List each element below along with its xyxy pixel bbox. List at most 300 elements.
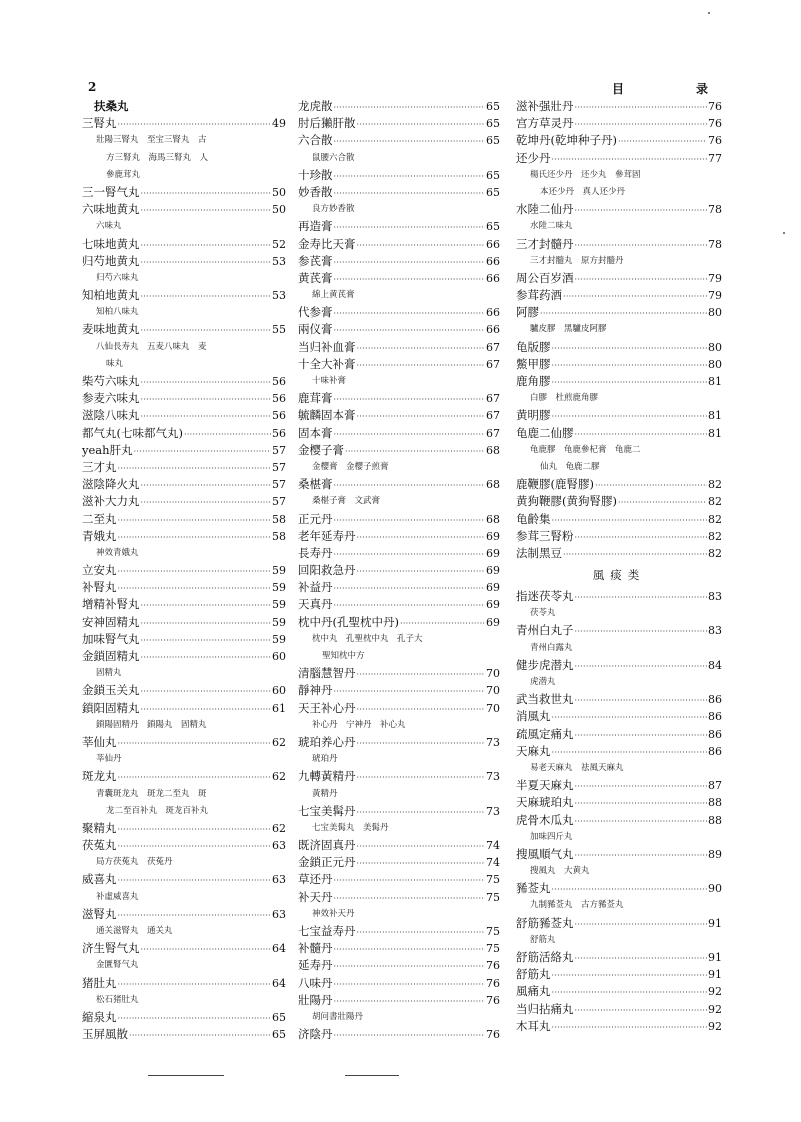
dot-leader — [334, 477, 486, 494]
toc-entry-page: 75 — [486, 942, 500, 956]
dot-leader — [141, 701, 272, 718]
toc-entry — [298, 1026, 500, 1043]
toc-entry-page: 86 — [708, 744, 722, 758]
toc-entry — [516, 476, 722, 493]
toc-entry-page: 76 — [708, 117, 722, 131]
toc-entry-page: 88 — [708, 796, 722, 810]
toc-entry-title: 周公百岁酒 — [516, 270, 574, 285]
dot-leader — [141, 941, 272, 958]
dot-leader — [357, 408, 486, 425]
toc-entry-title: 枕中丹(孔聖枕中丹) — [298, 614, 399, 629]
footer-rule-left — [148, 1075, 224, 1076]
toc-column-1 — [82, 98, 286, 1043]
toc-entry — [516, 708, 722, 725]
toc-entry — [82, 201, 286, 218]
toc-entry — [516, 1018, 722, 1035]
toc-entry-title: 既济固真丹 — [298, 838, 356, 853]
toc-entry-page: 63 — [272, 873, 286, 887]
toc-entry-page: 92 — [708, 1019, 722, 1033]
toc-entry-title: 三才封髓丹 — [516, 236, 574, 251]
dot-leader — [575, 529, 708, 546]
toc-entry-title: 天麻丸 — [516, 743, 551, 758]
toc-entry-page: 67 — [486, 426, 500, 440]
toc-entry-page: 56 — [272, 426, 286, 440]
toc-entry-page: 70 — [486, 667, 500, 681]
toc-entry — [516, 287, 722, 304]
toc-entry-page: 81 — [708, 426, 722, 440]
toc-entry-page: 78 — [708, 237, 722, 251]
toc-column-2 — [298, 98, 500, 1043]
toc-entry — [516, 777, 722, 794]
toc-entry-page: 92 — [708, 985, 722, 999]
dot-leader — [563, 546, 707, 563]
dot-leader — [334, 133, 486, 150]
toc-entry — [298, 682, 500, 699]
toc-entry — [82, 682, 286, 699]
toc-entry-title: 武当救世丸 — [516, 692, 574, 707]
toc-entry-page: 55 — [272, 323, 286, 337]
toc-entry-title: 鎖阳固精丸 — [82, 700, 140, 715]
toc-entry-page: 79 — [708, 289, 722, 303]
toc-entry-title: 舒筋丸 — [516, 967, 551, 982]
toc-entry-title: 桑椹膏 — [298, 477, 333, 492]
toc-entry-page: 65 — [486, 220, 500, 234]
dot-leader — [141, 288, 272, 305]
dot-leader — [118, 580, 272, 597]
dot-leader — [334, 941, 486, 958]
toc-entry-title: 豨莶丸 — [516, 881, 551, 896]
toc-entry-title: 延寿丹 — [298, 958, 333, 973]
toc-entry — [82, 184, 286, 201]
toc-entry-page: 76 — [486, 993, 500, 1007]
toc-alias-line: 龟鹿膠 龟鹿參杞膏 龟鹿二 — [530, 444, 641, 455]
toc-entry — [82, 407, 286, 424]
toc-entry-page: 57 — [272, 443, 286, 457]
toc-entry — [298, 957, 500, 974]
toc-entry-page: 53 — [272, 254, 286, 268]
toc-entry-title: 消風丸 — [516, 709, 551, 724]
toc-entry-title: 代参膏 — [298, 305, 333, 320]
toc-alias-line: 黃精丹 — [312, 788, 338, 799]
toc-entry — [82, 579, 286, 596]
toc-entry — [516, 880, 722, 897]
dot-leader — [129, 1027, 271, 1044]
toc-alias-line: 舒筋丸 — [530, 934, 556, 945]
toc-alias-line: 味丸 — [106, 358, 124, 369]
dot-leader — [118, 512, 272, 529]
toc-entry-page: 73 — [486, 804, 500, 818]
toc-entry — [298, 803, 500, 820]
dot-leader — [552, 881, 708, 898]
dot-leader — [134, 443, 271, 460]
dot-leader — [184, 426, 271, 443]
dot-leader — [357, 735, 486, 752]
toc-entry-title: 立安丸 — [82, 563, 117, 578]
toc-entry — [82, 837, 286, 854]
toc-alias-line: 三才封髓丸 原方封髓丹 — [530, 255, 624, 266]
toc-entry-page: 64 — [272, 942, 286, 956]
toc-entry — [82, 906, 286, 923]
toc-entry-title: 回阳救急丹 — [298, 563, 356, 578]
toc-entry — [298, 321, 500, 338]
toc-entry-page: 69 — [486, 529, 500, 543]
toc-entry-title: 天真丹 — [298, 597, 333, 612]
toc-entry-title: 琥珀养心丹 — [298, 734, 356, 749]
page-number: 2 — [88, 80, 97, 94]
toc-alias-line: 知柏八味丸 — [96, 307, 139, 318]
toc-entry — [516, 915, 722, 932]
toc-entry-title: 健步虎潜丸 — [516, 657, 574, 672]
toc-entry-title: 补腎丸 — [82, 580, 117, 595]
toc-entry-title: 龟鹿二仙膠 — [516, 425, 574, 440]
section-title: 風痰类 — [592, 568, 646, 583]
toc-entry — [516, 657, 722, 674]
toc-entry-page: 63 — [272, 839, 286, 853]
toc-alias-line: 仙丸 龟鹿二膠 — [540, 461, 600, 472]
toc-entry-title: 金鎖正元丹 — [298, 855, 356, 870]
toc-entry-page: 63 — [272, 907, 286, 921]
toc-alias-line: 虎潜丸 — [530, 677, 556, 687]
toc-entry-title: 玉屏風散 — [82, 1027, 128, 1042]
toc-entry-title: 十珍散 — [298, 167, 333, 182]
toc-entry — [298, 236, 500, 253]
toc-entry-page: 50 — [272, 185, 286, 199]
toc-entry — [82, 115, 286, 132]
toc-entry — [516, 339, 722, 356]
toc-entry — [516, 493, 722, 510]
toc-entry-title: 安神固精丸 — [82, 614, 140, 629]
toc-entry — [298, 665, 500, 682]
dot-leader — [552, 408, 708, 425]
toc-entry-page: 65 — [272, 1028, 286, 1042]
toc-entry — [82, 459, 286, 476]
toc-entry-title: 正元丹 — [298, 511, 333, 526]
toc-alias-line: 神效青娥丸 — [96, 547, 139, 558]
toc-alias-line: 綿上黄芪膏 — [312, 290, 355, 301]
toc-entry — [298, 854, 500, 871]
toc-entry — [82, 287, 286, 304]
toc-entry — [298, 992, 500, 1009]
toc-entry-page: 65 — [486, 168, 500, 182]
toc-entry — [298, 218, 500, 235]
toc-entry-title: 麦味地黄丸 — [82, 322, 140, 337]
dot-leader — [141, 477, 272, 494]
toc-entry — [298, 407, 500, 424]
toc-entry-page: 50 — [272, 203, 286, 217]
toc-entry-page: 81 — [708, 409, 722, 423]
dot-leader — [334, 958, 486, 975]
toc-entry-title: 龙虎散 — [298, 99, 333, 113]
toc-entry — [82, 871, 286, 888]
toc-entry — [516, 545, 722, 562]
toc-entry-title: 十全大补膏 — [298, 356, 356, 371]
toc-entry-page: 76 — [708, 134, 722, 148]
toc-alias-line: 莘仙丹 — [96, 754, 122, 765]
toc-entry-title: 都气丸(七味都气丸) — [82, 425, 183, 440]
dot-leader — [357, 769, 486, 786]
toc-alias-line: 琥珀丹 — [312, 754, 338, 765]
toc-entry — [82, 975, 286, 992]
toc-entry-title: 二至丸 — [82, 511, 117, 526]
toc-entry-page: 56 — [272, 409, 286, 423]
toc-entry-page: 82 — [708, 546, 722, 560]
toc-entry-title: 当归补血膏 — [298, 339, 356, 354]
toc-entry — [516, 115, 722, 132]
footer-rule-right — [345, 1075, 399, 1076]
toc-entry — [82, 236, 286, 253]
toc-entry — [298, 837, 500, 854]
toc-entry — [82, 476, 286, 493]
dot-leader — [334, 219, 486, 236]
toc-entry-title: 兩仪膏 — [298, 322, 333, 337]
toc-entry-title: 济生腎气丸 — [82, 941, 140, 956]
toc-entry-page: 65 — [486, 100, 500, 113]
toc-entry-title: 靜神丹 — [298, 683, 333, 698]
toc-entry-page: 65 — [486, 134, 500, 148]
toc-entry-page: 91 — [708, 968, 722, 982]
dot-leader — [575, 778, 708, 795]
toc-entry — [516, 812, 722, 829]
dot-leader — [357, 701, 486, 718]
toc-entry-title: 草还丹 — [298, 872, 333, 887]
toc-entry — [516, 528, 722, 545]
dot-leader — [552, 340, 708, 357]
toc-entry-page: 60 — [272, 684, 286, 698]
toc-entry — [516, 425, 722, 442]
toc-entry-title: 滋补强壯丹 — [516, 99, 574, 113]
dot-leader — [334, 580, 486, 597]
toc-entry-page: 61 — [272, 701, 286, 715]
toc-entry — [298, 253, 500, 270]
toc-entry-page: 67 — [486, 340, 500, 354]
dot-leader — [400, 615, 485, 632]
toc-entry-title: 归芍地黄丸 — [82, 253, 140, 268]
dot-leader — [141, 649, 272, 666]
dot-leader — [575, 237, 708, 254]
toc-entry-title: 虎骨木瓜丸 — [516, 812, 574, 827]
toc-entry — [516, 726, 722, 743]
dot-leader — [141, 494, 272, 511]
toc-entry-page: 49 — [272, 117, 286, 131]
dot-leader — [141, 391, 272, 408]
toc-alias-line: 本还少丹 真人还少丹 — [540, 186, 626, 197]
dot-leader — [575, 116, 708, 133]
dot-leader — [357, 357, 486, 374]
toc-entry — [516, 966, 722, 983]
toc-entry-title: 聚精丸 — [82, 820, 117, 835]
dot-leader — [540, 305, 707, 322]
toc-entry-page: 59 — [272, 615, 286, 629]
toc-entry — [516, 691, 722, 708]
dot-leader — [575, 727, 708, 744]
toc-entry-page: 88 — [708, 813, 722, 827]
toc-entry-page: 60 — [272, 650, 286, 663]
dot-leader — [575, 99, 708, 116]
toc-entry-title: 金鎖固精丸 — [82, 649, 140, 663]
toc-entry-title: 水陸二仙丹 — [516, 202, 574, 217]
toc-entry-title: 乾坤丹(乾坤种子丹) — [516, 133, 617, 148]
toc-alias-line: 鼠腰六合散 — [312, 152, 355, 163]
toc-entry — [516, 98, 722, 115]
toc-entry-title: 縮泉丸 — [82, 1009, 117, 1024]
dot-leader — [575, 658, 708, 675]
toc-entry-page: 66 — [486, 323, 500, 337]
toc-entry — [82, 940, 286, 957]
toc-entry — [298, 734, 500, 751]
toc-alias-line: 壯陽三腎丸 至宝三腎丸 古 — [96, 135, 207, 146]
dot-leader — [357, 855, 486, 872]
toc-entry-title: 龟版膠 — [516, 339, 551, 354]
toc-entry-page: 79 — [708, 271, 722, 285]
toc-entry-title: 六味地黄丸 — [82, 202, 140, 217]
dot-leader — [141, 408, 272, 425]
dot-leader — [334, 185, 486, 202]
toc-entry — [82, 734, 286, 751]
toc-entry — [516, 511, 722, 528]
dot-leader — [552, 512, 708, 529]
dot-leader — [357, 529, 486, 546]
toc-entry — [298, 270, 500, 287]
dot-leader — [334, 99, 486, 116]
toc-entry — [82, 528, 286, 545]
dot-leader — [575, 1002, 708, 1019]
toc-entry-page: 64 — [272, 976, 286, 990]
toc-entry-title: 長寿丹 — [298, 545, 333, 560]
toc-entry-page: 56 — [272, 375, 286, 388]
toc-entry — [298, 304, 500, 321]
toc-alias-line: 金樱膏 金樱子煎膏 — [312, 461, 389, 472]
toc-entry-title: 补益丹 — [298, 580, 333, 595]
dot-leader — [334, 1027, 486, 1044]
dot-leader — [334, 305, 486, 322]
toc-entry-title: 老年延寿丹 — [298, 528, 356, 543]
toc-alias-line: 參鹿茸丸 — [106, 169, 141, 180]
header-title-left: 目 — [612, 82, 625, 96]
toc-entry-page: 69 — [486, 564, 500, 578]
dot-leader — [575, 589, 708, 606]
toc-entry — [516, 949, 722, 966]
toc-column-3 — [516, 98, 722, 1035]
dot-leader — [118, 976, 272, 993]
toc-entry — [298, 167, 500, 184]
toc-entry-title: 增精补腎丸 — [82, 597, 140, 612]
toc-entry — [82, 373, 286, 390]
toc-heading: 扶桑丸 — [94, 99, 129, 113]
toc-entry-page: 62 — [272, 735, 286, 749]
toc-entry-title: 参茸药酒 — [516, 288, 562, 303]
toc-entry-page: 76 — [708, 100, 722, 113]
toc-entry-page: 86 — [708, 727, 722, 741]
toc-entry — [82, 700, 286, 717]
toc-entry-page: 59 — [272, 632, 286, 646]
toc-entry-page: 75 — [486, 890, 500, 904]
toc-entry-title: 补髓丹 — [298, 941, 333, 956]
toc-entry-title: 七宝美髯丹 — [298, 803, 356, 818]
toc-entry — [298, 940, 500, 957]
dot-leader — [618, 494, 707, 511]
dot-leader — [118, 563, 272, 580]
dot-leader — [334, 254, 486, 271]
toc-entry-title: 七味地黄丸 — [82, 236, 140, 251]
toc-alias-line: 聖知枕中方 — [322, 651, 365, 661]
toc-entry — [82, 631, 286, 648]
dot-leader — [141, 615, 272, 632]
toc-entry-page: 92 — [708, 1002, 722, 1016]
dot-leader — [357, 563, 486, 580]
toc-entry-title: 鱉甲膠 — [516, 356, 551, 371]
dot-leader — [552, 374, 708, 391]
dot-leader — [334, 890, 486, 907]
toc-entry — [298, 871, 500, 888]
toc-entry-title: 茯菟丸 — [82, 838, 117, 853]
toc-entry-page: 68 — [486, 512, 500, 526]
toc-entry-title: 六合散 — [298, 133, 333, 148]
toc-entry-title: 参麦六味丸 — [82, 391, 140, 406]
toc-alias-line: 胡问書壯陽丹 — [312, 1011, 364, 1022]
toc-entry-page: 59 — [272, 581, 286, 595]
toc-entry-page: 83 — [708, 590, 722, 604]
toc-entry-title: yeah肝丸 — [82, 442, 133, 457]
toc-entry-page: 66 — [486, 237, 500, 251]
toc-alias-line: 楊氏还少丹 还少丸 參茸固 — [530, 169, 641, 180]
dot-leader — [575, 916, 708, 933]
dot-leader — [118, 1010, 272, 1027]
toc-entry-page: 76 — [486, 976, 500, 990]
toc-entry-page: 86 — [708, 693, 722, 707]
toc-entry-page: 89 — [708, 847, 722, 861]
toc-entry-title: 舒筋豨莶丸 — [516, 915, 574, 930]
toc-entry — [298, 889, 500, 906]
toc-entry-title: 阿膠 — [516, 305, 539, 320]
toc-entry — [516, 304, 722, 321]
toc-alias-line: 青州白露丸 — [530, 642, 573, 653]
toc-entry — [298, 528, 500, 545]
toc-entry — [298, 700, 500, 717]
toc-entry — [516, 743, 722, 760]
dot-leader — [118, 872, 272, 889]
toc-alias-line: 枕中丸 孔聖枕中丸 孔子大 — [312, 633, 423, 644]
dot-leader — [357, 804, 486, 821]
toc-entry-page: 59 — [272, 564, 286, 578]
dot-leader — [334, 597, 486, 614]
toc-entry-page: 80 — [708, 340, 722, 354]
toc-entry-page: 77 — [708, 151, 722, 165]
toc-entry — [298, 442, 500, 459]
toc-entry — [82, 648, 286, 665]
dot-leader — [357, 116, 486, 133]
dot-leader — [552, 357, 708, 374]
toc-alias-line: 易老天麻丸 祛風天麻丸 — [530, 762, 624, 773]
toc-entry-title: 清腦慧智丹 — [298, 666, 356, 681]
toc-entry — [516, 1001, 722, 1018]
toc-entry-title: 半夏天麻丸 — [516, 778, 574, 793]
dot-leader — [357, 237, 486, 254]
dot-leader — [334, 546, 486, 563]
toc-entry-title: 滋腎丸 — [82, 906, 117, 921]
dot-leader — [618, 133, 707, 150]
dot-leader — [575, 202, 708, 219]
dot-leader — [575, 271, 708, 288]
toc-entry — [82, 321, 286, 338]
toc-entry-page: 80 — [708, 306, 722, 320]
toc-entry — [82, 493, 286, 510]
toc-entry-page: 57 — [272, 460, 286, 474]
toc-entry-title: 当归拈痛丸 — [516, 1001, 574, 1016]
toc-entry — [516, 356, 722, 373]
toc-alias-line: 方三腎丸 海馬三腎丸 人 — [106, 152, 209, 163]
toc-entry — [298, 511, 500, 528]
toc-entry-page: 59 — [272, 598, 286, 612]
